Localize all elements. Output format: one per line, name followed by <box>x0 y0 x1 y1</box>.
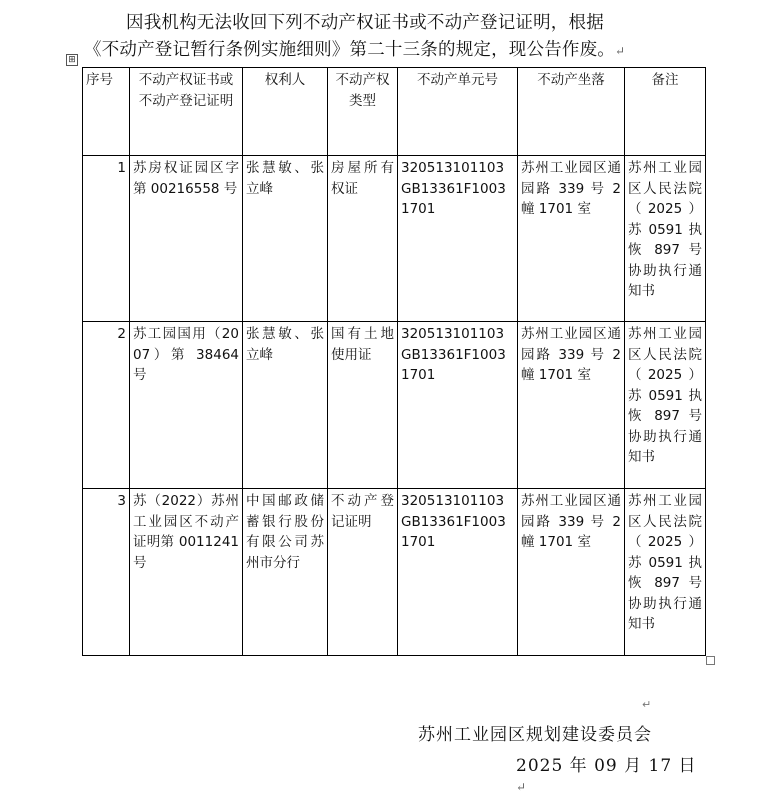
row-index: 1 <box>83 156 130 322</box>
cell-note: 苏州工业园区人民法院（2025）苏 0591 执恢 897 号协助执行通知书 <box>625 156 706 322</box>
header-index: 序号 <box>83 68 130 156</box>
cell-note: 苏州工业园区人民法院（2025）苏 0591 执恢 897 号协助执行通知书 <box>625 489 706 656</box>
cell-unit-number: 320513101103GB13361F10031701 <box>398 156 518 322</box>
intro-line-2: 《不动产登记暂行条例实施细则》第二十三条的规定，现公告作废。↵ <box>84 40 626 60</box>
header-location: 不动产坐落 <box>518 68 625 156</box>
paragraph-mark-icon: ↵ <box>642 698 652 711</box>
cell-certificate: 苏房权证园区字第 00216558 号 <box>130 156 243 322</box>
cell-location: 苏州工业园区通园路 339 号 2 幢 1701 室 <box>518 156 625 322</box>
announcement-text <box>84 10 724 65</box>
cell-certificate: 苏（2022）苏州工业园区不动产证明第 0011241 号 <box>130 489 243 656</box>
cell-right-type: 国有土地使用证 <box>328 322 398 489</box>
table-resize-handle[interactable] <box>706 656 715 665</box>
table-anchor-icon[interactable]: ⊞ <box>66 54 78 66</box>
cell-right-type: 房屋所有权证 <box>328 156 398 322</box>
table-row <box>83 322 706 489</box>
cell-note: 苏州工业园区人民法院（2025）苏 0591 执恢 897 号协助执行通知书 <box>625 322 706 489</box>
cell-certificate: 苏工园国用（2007）第 38464 号 <box>130 322 243 489</box>
cell-unit-number: 320513101103GB13361F10031701 <box>398 489 518 656</box>
header-unit-number: 不动产单元号 <box>398 68 518 156</box>
cell-owner: 中国邮政储蓄银行股份有限公司苏州市分行 <box>243 489 328 656</box>
table-row <box>83 156 706 322</box>
header-owner: 权利人 <box>243 68 328 156</box>
cell-location: 苏州工业园区通园路 339 号 2 幢 1701 室 <box>518 322 625 489</box>
header-right-type: 不动产权类型 <box>328 68 398 156</box>
header-note: 备注 <box>625 68 706 156</box>
signature-date: 2025 年 09 月 17 日↵ <box>516 756 697 794</box>
certificate-table <box>82 67 706 656</box>
table-row <box>83 489 706 656</box>
intro-line-1: 因我机构无法收回下列不动产权证书或不动产登记证明，根据 <box>126 13 604 33</box>
row-index: 3 <box>83 489 130 656</box>
cell-owner: 张慧敏、张立峰 <box>243 156 328 322</box>
paragraph-mark-icon: ↵ <box>516 780 528 794</box>
header-certificate: 不动产权证书或不动产登记证明 <box>130 68 243 156</box>
signature-organization: 苏州工业园区规划建设委员会 <box>418 725 652 745</box>
cell-right-type: 不动产登记证明 <box>328 489 398 656</box>
cell-location: 苏州工业园区通园路 339 号 2 幢 1701 室 <box>518 489 625 656</box>
cell-owner: 张慧敏、张立峰 <box>243 322 328 489</box>
row-index: 2 <box>83 322 130 489</box>
cell-unit-number: 320513101103GB13361F10031701 <box>398 322 518 489</box>
table-header-row <box>83 68 706 156</box>
paragraph-mark-icon: ↵ <box>615 44 626 58</box>
